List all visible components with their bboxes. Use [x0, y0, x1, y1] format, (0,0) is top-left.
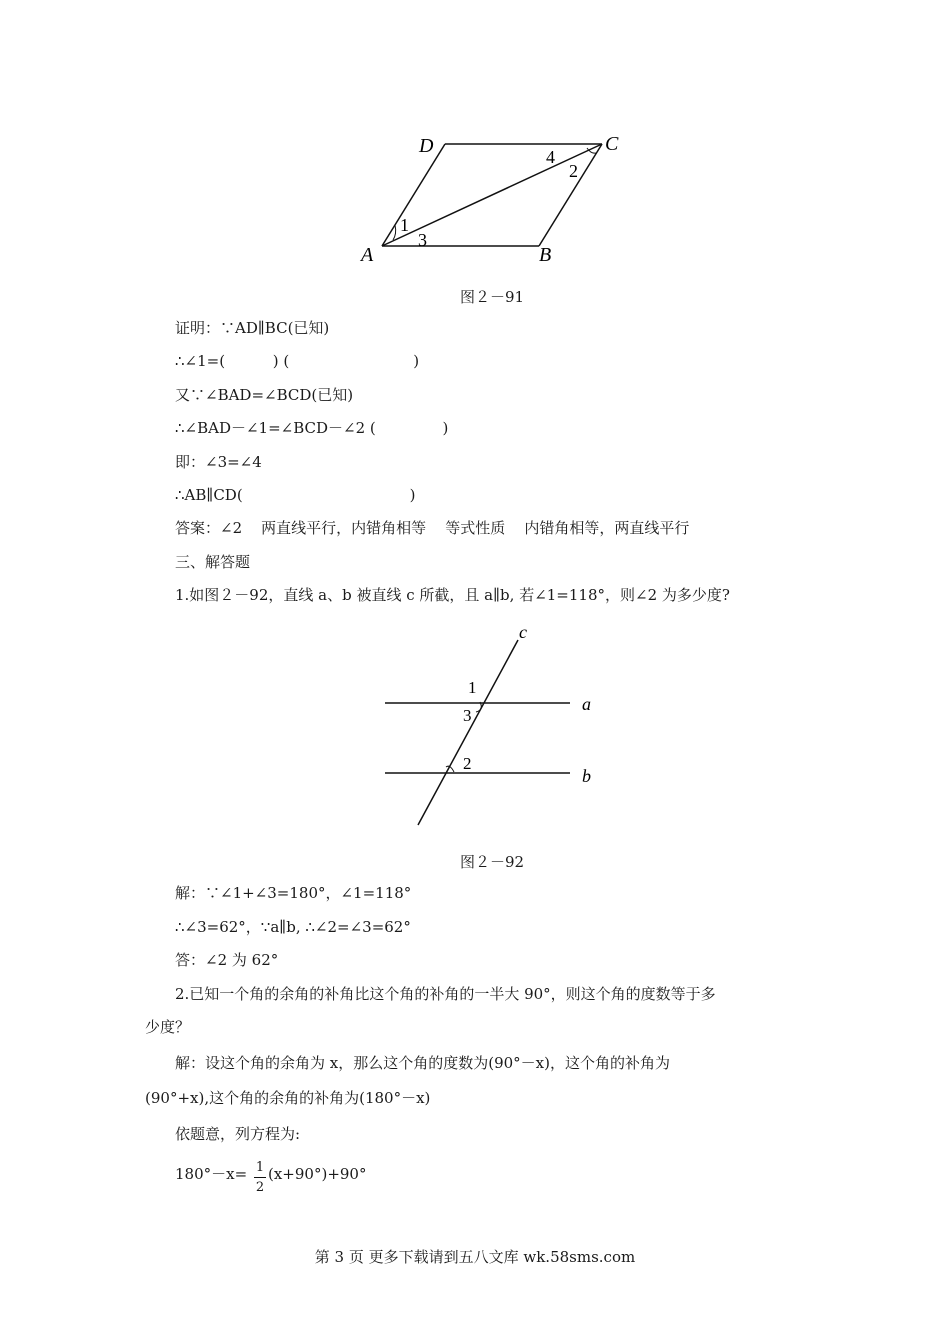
angle-label-3: 3 [418, 230, 427, 250]
proof-line-5: 即：∠3=∠4 [175, 453, 262, 471]
angle-label-1: 1 [400, 215, 409, 235]
line-c [418, 640, 518, 825]
proof-line-3: 又∵∠BAD=∠BCD(已知) [175, 386, 354, 404]
fraction-denominator: 2 [255, 1180, 265, 1195]
page-footer: 第 3 页 更多下载请到五八文库 wk.58sms.com [314, 1248, 636, 1266]
q1-solution-1: 解：∵∠1+∠3=180°，∠1=118° [175, 884, 412, 902]
proof-line-6: ∴AB∥CD( ) [175, 486, 416, 504]
angle-label-1: 1 [468, 678, 477, 697]
fraction-numerator: 1 [255, 1160, 265, 1175]
question-1: 1.如图２－92，直线 a、b 被直线 c 所截，且 a∥b, 若∠1=118°，则∠2 为多少度? [175, 586, 730, 604]
label-b: b [582, 766, 591, 786]
proof-line-1: 证明：∵AD∥BC(已知) [175, 319, 330, 337]
fraction-bar [254, 1177, 266, 1178]
proof-answer: 答案：∠2 两直线平行，内错角相等 等式性质 内错角相等，两直线平行 [175, 519, 690, 537]
angle-label-2: 2 [569, 161, 578, 181]
q2-solution-2: (90°+x),这个角的余角的补角为(180°－x) [145, 1089, 431, 1107]
angle-label-2: 2 [463, 754, 472, 773]
figure-2-91 [355, 128, 635, 268]
label-b: B [539, 244, 552, 266]
caption-fig-2-91: 图２－91 [460, 288, 525, 306]
q1-solution-2: ∴∠3=62°，∵a∥b, ∴∠2=∠3=62° [175, 918, 411, 936]
equation-right: (x+90°)+90° [268, 1165, 367, 1183]
section-heading: 三、解答题 [175, 553, 251, 571]
q1-answer: 答：∠2 为 62° [175, 951, 279, 969]
label-d: D [419, 135, 434, 157]
q2-solution-3: 依题意，列方程为: [175, 1125, 301, 1143]
question-2-line-2: 少度？ [145, 1018, 191, 1036]
figure-2-92 [380, 620, 610, 835]
label-c: C [605, 133, 619, 155]
label-c: c [519, 622, 527, 642]
angle-label-3: 3 [463, 706, 472, 725]
label-a: a [582, 694, 591, 714]
proof-line-4: ∴∠BAD－∠1=∠BCD－∠2 ( ) [175, 419, 449, 437]
q2-solution-1: 解：设这个角的余角为 x，那么这个角的度数为(90°－x)，这个角的补角为 [175, 1054, 670, 1072]
label-a: A [361, 244, 374, 266]
angle-label-4: 4 [546, 147, 555, 167]
proof-line-2: ∴∠1=( ) ( ) [175, 352, 420, 370]
equation-left: 180°－x= [175, 1165, 248, 1183]
diagonal-ac [382, 144, 602, 246]
question-2-line-1: 2.已知一个角的余角的补角比这个角的补角的一半大 90°，则这个角的度数等于多 [175, 985, 716, 1003]
caption-fig-2-92: 图２－92 [460, 853, 525, 871]
